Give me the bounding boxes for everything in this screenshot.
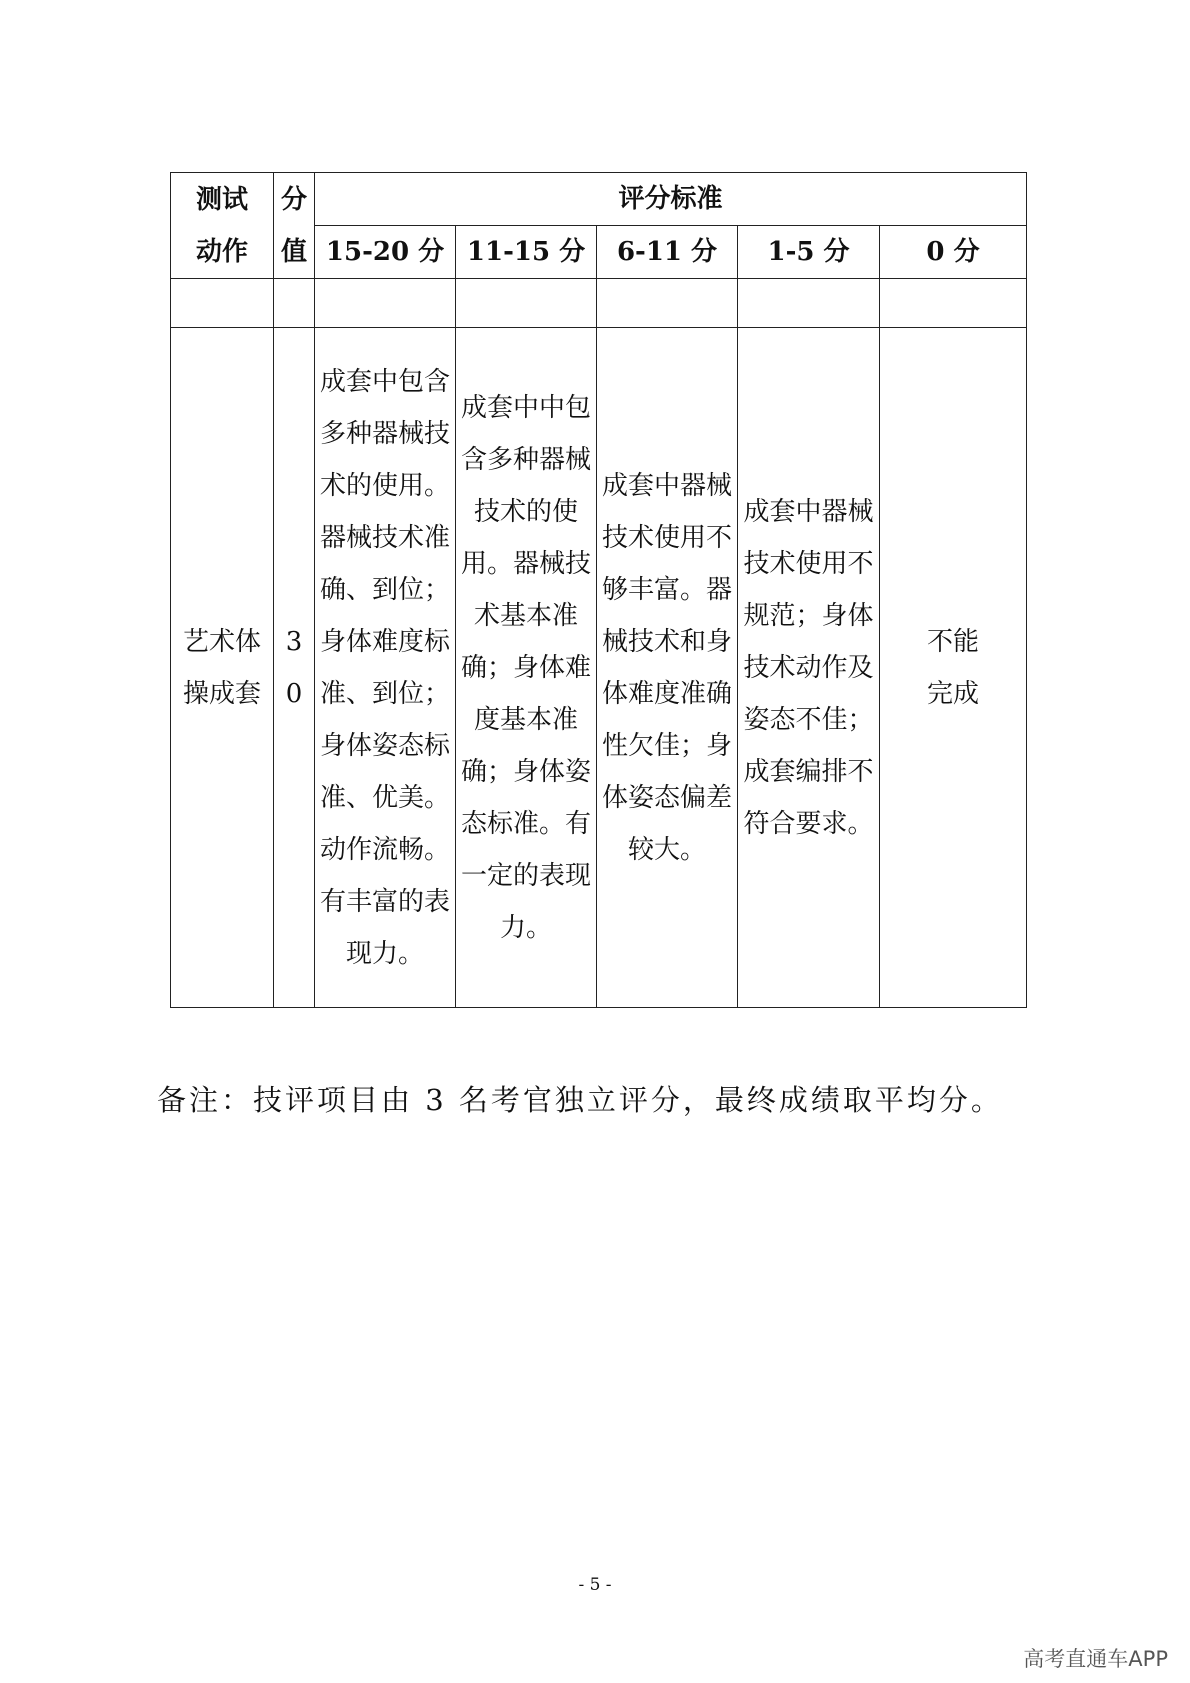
empty-cell (880, 279, 1027, 328)
header-score (274, 173, 315, 279)
empty-cell (274, 279, 315, 328)
header-score-line2: 值 (280, 236, 307, 267)
criteria-text-15-20: 成套中包含多种器械技术的使用。器械技术准确、到位；身体难度标准、到位；身体姿态标准、优美。动作流畅。有丰富的表现力。 (319, 366, 450, 969)
page-number: - 5 - (578, 1575, 612, 1595)
header-score-line1: 分 (280, 184, 307, 215)
header-range-6-11: 6-11 分 (597, 226, 738, 279)
empty-cell (171, 279, 274, 328)
header-action-line2: 动作 (195, 236, 248, 267)
watermark: 高考直通车APP (1023, 1647, 1168, 1671)
action-name: 艺术体操成套 (182, 626, 261, 709)
criteria-text-11-15: 成套中中包含多种器械技术的使用。器械技术基本准确；身体难度基本准确；身体姿态标准。有一定的表现力。 (460, 392, 591, 943)
header-range-1-5: 1-5 分 (738, 226, 880, 279)
header-action-line1: 测试 (195, 184, 248, 215)
footnote: 备注：技评项目由 3 名考官独立评分，最终成绩取平均分。 (157, 1083, 1003, 1117)
header-criteria-title: 评分标准 (315, 173, 1027, 226)
empty-row (171, 279, 1027, 328)
table-row (171, 328, 1027, 1008)
criteria-text-0: 不能完成 (926, 626, 979, 709)
header-range-11-15: 11-15 分 (456, 226, 597, 279)
empty-cell (597, 279, 738, 328)
empty-cell (456, 279, 597, 328)
criteria-text-1-5: 成套中器械技术使用不规范；身体技术动作及姿态不佳；成套编排不符合要求。 (743, 496, 874, 839)
scoring-table (170, 172, 1027, 1008)
action-cell (171, 328, 274, 1008)
criteria-cell-15-20 (315, 328, 456, 1008)
empty-cell (315, 279, 456, 328)
header-range-15-20: 15-20 分 (315, 226, 456, 279)
criteria-cell-6-11 (597, 328, 738, 1008)
score-cell (274, 328, 315, 1008)
criteria-text-6-11: 成套中器械技术使用不够丰富。器械技术和身体难度准确性欠佳；身体姿态偏差较大。 (602, 470, 733, 865)
header-range-0: 0 分 (880, 226, 1027, 279)
header-action (171, 173, 274, 279)
criteria-cell-0 (880, 328, 1027, 1008)
criteria-cell-11-15 (456, 328, 597, 1008)
score-value: 30 (285, 626, 303, 709)
empty-cell (738, 279, 880, 328)
criteria-cell-1-5 (738, 328, 880, 1008)
